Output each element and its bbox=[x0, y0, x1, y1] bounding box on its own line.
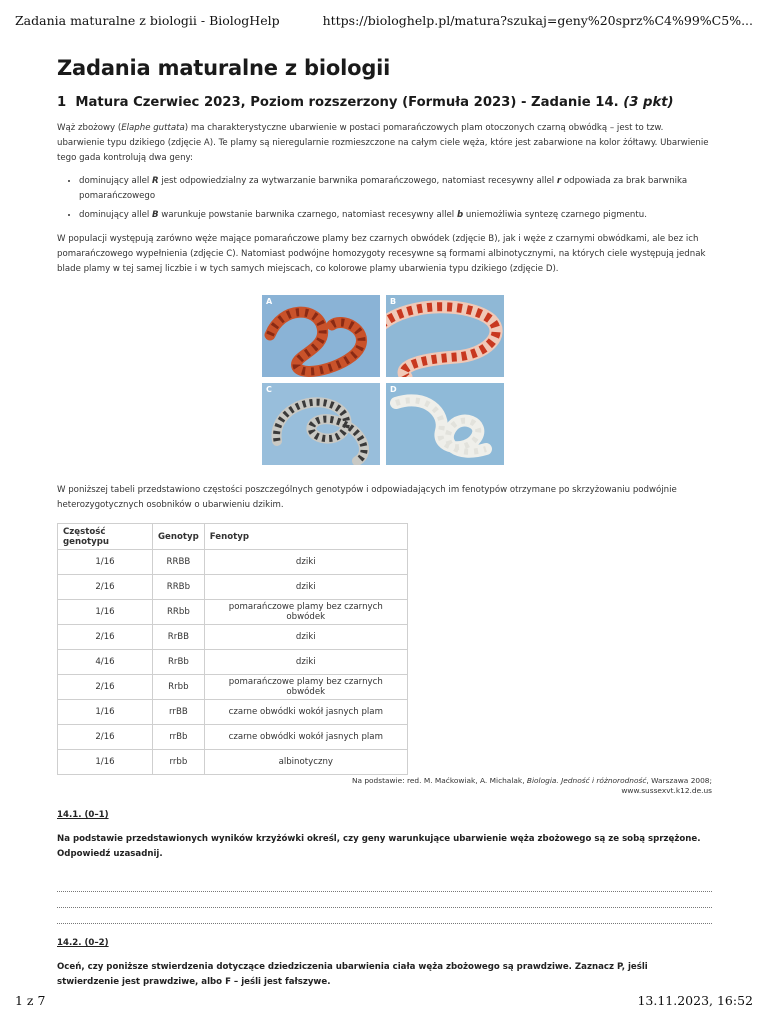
snake-b-image bbox=[386, 295, 504, 377]
bullet-text: dominujący allel bbox=[79, 210, 153, 220]
table-row bbox=[58, 700, 408, 725]
gene-item-r bbox=[79, 174, 712, 204]
source-text: , Warszawa 2008; bbox=[646, 776, 712, 785]
print-header-url: https://biologhelp.pl/matura?szukaj=geny%20sprz%C4%99%C5%... bbox=[322, 13, 753, 28]
table-row bbox=[58, 625, 408, 650]
table-row bbox=[58, 550, 408, 575]
table-row bbox=[58, 750, 408, 775]
genotype-cell: RrBB bbox=[153, 625, 205, 650]
bullet-text: warunkuje powstanie barwnika czarnego, natomiast recesywny allel bbox=[158, 210, 457, 220]
genotype-cell: RRBb bbox=[153, 575, 205, 600]
snake-photos bbox=[262, 295, 504, 465]
table-row bbox=[58, 725, 408, 750]
photo-label: A bbox=[266, 297, 273, 306]
snake-d-image bbox=[386, 383, 504, 465]
answer-line bbox=[57, 876, 712, 892]
phenotype-cell: czarne obwódki wokół jasnych plam bbox=[204, 700, 407, 725]
gene-list bbox=[57, 174, 712, 223]
answer-line bbox=[57, 908, 712, 924]
phenotype-cell: pomarańczowe plamy bez czarnych obwódek bbox=[204, 600, 407, 625]
genotype-cell: RRBB bbox=[153, 550, 205, 575]
answer-line bbox=[57, 892, 712, 908]
task-intro bbox=[57, 121, 712, 166]
photo-label: D bbox=[390, 385, 397, 394]
frequency-cell: 2/16 bbox=[58, 625, 153, 650]
bullet-text: dominujący allel bbox=[79, 176, 153, 186]
print-datetime: 13.11.2023, 16:52 bbox=[637, 993, 753, 1008]
intro-text-1: Wąż zbożowy ( bbox=[57, 123, 122, 133]
snake-c-image bbox=[262, 383, 380, 465]
population-text: W populacji występują zarówno węże mające pomarańczowe plamy bez czarnych obwódek (zdjęcie B), jak i węże z czarnymi obwódkami, ale bez ich pomarańczowego wypełnienia (zdjęcie C). Natomiast podwójne homozygoty recesywne są formami albinotycznymi, na których ciele występują jednak blade plamy w tej samej liczbie i w tych samych miejscach, co kolorowe plamy ubarwienia typu dzikiego (zdjęcie D). bbox=[57, 234, 706, 274]
species-name: Elaphe guttata bbox=[121, 123, 185, 133]
print-footer bbox=[15, 993, 753, 1008]
table-intro: W poniższej tabeli przedstawiono częstości poszczególnych genotypów i odpowiadających im fenotypów otrzymane po skrzyżowaniu podwójnie heterozygotycznych osobników o ubarwieniu dzikim. bbox=[57, 485, 677, 510]
genotype-cell: rrBb bbox=[153, 725, 205, 750]
task-title: Matura Czerwiec 2023, Poziom rozszerzony (Formuła 2023) - Zadanie 14. bbox=[75, 95, 619, 110]
snake-photo-d bbox=[386, 383, 504, 465]
col-header-phenotype: Fenotyp bbox=[204, 524, 407, 550]
frequency-cell: 1/16 bbox=[58, 700, 153, 725]
subtask-14-2-label: 14.2. (0–2) bbox=[57, 938, 109, 948]
photo-label: C bbox=[266, 385, 272, 394]
col-header-genotype: Genotyp bbox=[153, 524, 205, 550]
snake-photo-c bbox=[262, 383, 380, 465]
table-row bbox=[58, 575, 408, 600]
genotype-cell: RrBb bbox=[153, 650, 205, 675]
print-header bbox=[15, 13, 753, 28]
print-header-title: Zadania maturalne z biologii - BiologHelp bbox=[15, 13, 280, 28]
source-text: Na podstawie: red. M. Maćkowiak, A. Michalak, bbox=[351, 776, 527, 785]
phenotype-cell: dziki bbox=[204, 650, 407, 675]
table-row bbox=[58, 650, 408, 675]
subtask-14-1-label: 14.1. (0–1) bbox=[57, 810, 109, 820]
table-header-row bbox=[58, 524, 408, 550]
phenotype-cell: pomarańczowe plamy bez czarnych obwódek bbox=[204, 675, 407, 700]
intro-text-2: ) ma charakterystyczne ubarwienie w postaci pomarańczowych plam otoczonych czarną obwódką – jest to tzw. ubarwienie typu dzikiego (zdjęcie A). Te plamy są nieregularnie rozmieszczone na całym ciele węża, które jest zabarwione na kolor żółtawy. Ubarwienie tego gada kontrolują dwa geny: bbox=[57, 123, 709, 163]
page-title: Zadania maturalne z biologii bbox=[57, 56, 391, 80]
task-number: 1 bbox=[57, 95, 67, 110]
frequency-cell: 2/16 bbox=[58, 675, 153, 700]
phenotype-cell: albinotyczny bbox=[204, 750, 407, 775]
genotype-cell: rrbb bbox=[153, 750, 205, 775]
task-points: (3 pkt) bbox=[623, 95, 674, 110]
col-header-frequency: Częstość genotypu bbox=[58, 524, 153, 550]
source-book-title: Biologia. Jedność i różnorodność bbox=[526, 776, 647, 785]
genotype-table bbox=[57, 523, 408, 775]
allele: B bbox=[152, 210, 159, 220]
table-row bbox=[58, 675, 408, 700]
snake-a-image bbox=[262, 295, 380, 377]
main-content bbox=[57, 56, 712, 1004]
frequency-cell: 2/16 bbox=[58, 575, 153, 600]
source-line-1 bbox=[57, 776, 712, 786]
phenotype-cell: dziki bbox=[204, 625, 407, 650]
task-heading bbox=[57, 95, 712, 110]
genotype-cell: rrBB bbox=[153, 700, 205, 725]
frequency-cell: 2/16 bbox=[58, 725, 153, 750]
snake-photo-a bbox=[262, 295, 380, 377]
frequency-cell: 1/16 bbox=[58, 600, 153, 625]
page-indicator: 1 z 7 bbox=[15, 993, 46, 1008]
subtask-14-1-question: Na podstawie przedstawionych wyników krzyżówki określ, czy geny warunkujące ubarwienie węża zbożowego są ze sobą sprzężone. Odpowiedź uzasadnij. bbox=[57, 834, 701, 859]
photo-label: B bbox=[390, 297, 397, 306]
genotype-cell: RRbb bbox=[153, 600, 205, 625]
table-row bbox=[58, 600, 408, 625]
gene-item-b bbox=[79, 208, 712, 223]
subtask-14-2-question: Oceń, czy poniższe stwierdzenia dotyczące dziedziczenia ubarwienia ciała węża zbożowego są prawdziwe. Zaznacz P, jeśli stwierdzenie jest prawdziwe, albo F – jeśli jest fałszywe. bbox=[57, 962, 648, 987]
source-url: www.sussexvt.k12.de.us bbox=[621, 786, 712, 795]
frequency-cell: 1/16 bbox=[58, 550, 153, 575]
phenotype-cell: dziki bbox=[204, 575, 407, 600]
source-citation bbox=[57, 776, 712, 796]
frequency-cell: 4/16 bbox=[58, 650, 153, 675]
bullet-text: jest odpowiedzialny za wytwarzanie barwnika pomarańczowego, natomiast recesywny allel bbox=[158, 176, 557, 186]
snake-photo-b bbox=[386, 295, 504, 377]
phenotype-cell: czarne obwódki wokół jasnych plam bbox=[204, 725, 407, 750]
bullet-text: odpowiada za brak barwnika pomarańczowego bbox=[79, 176, 688, 201]
allele: b bbox=[456, 210, 464, 220]
allele: r bbox=[556, 176, 562, 186]
allele: R bbox=[152, 176, 159, 186]
bullet-text: uniemożliwia syntezę czarnego pigmentu. bbox=[463, 210, 647, 220]
frequency-cell: 1/16 bbox=[58, 750, 153, 775]
genotype-cell: Rrbb bbox=[153, 675, 205, 700]
phenotype-cell: dziki bbox=[204, 550, 407, 575]
answer-area[interactable] bbox=[57, 876, 712, 924]
